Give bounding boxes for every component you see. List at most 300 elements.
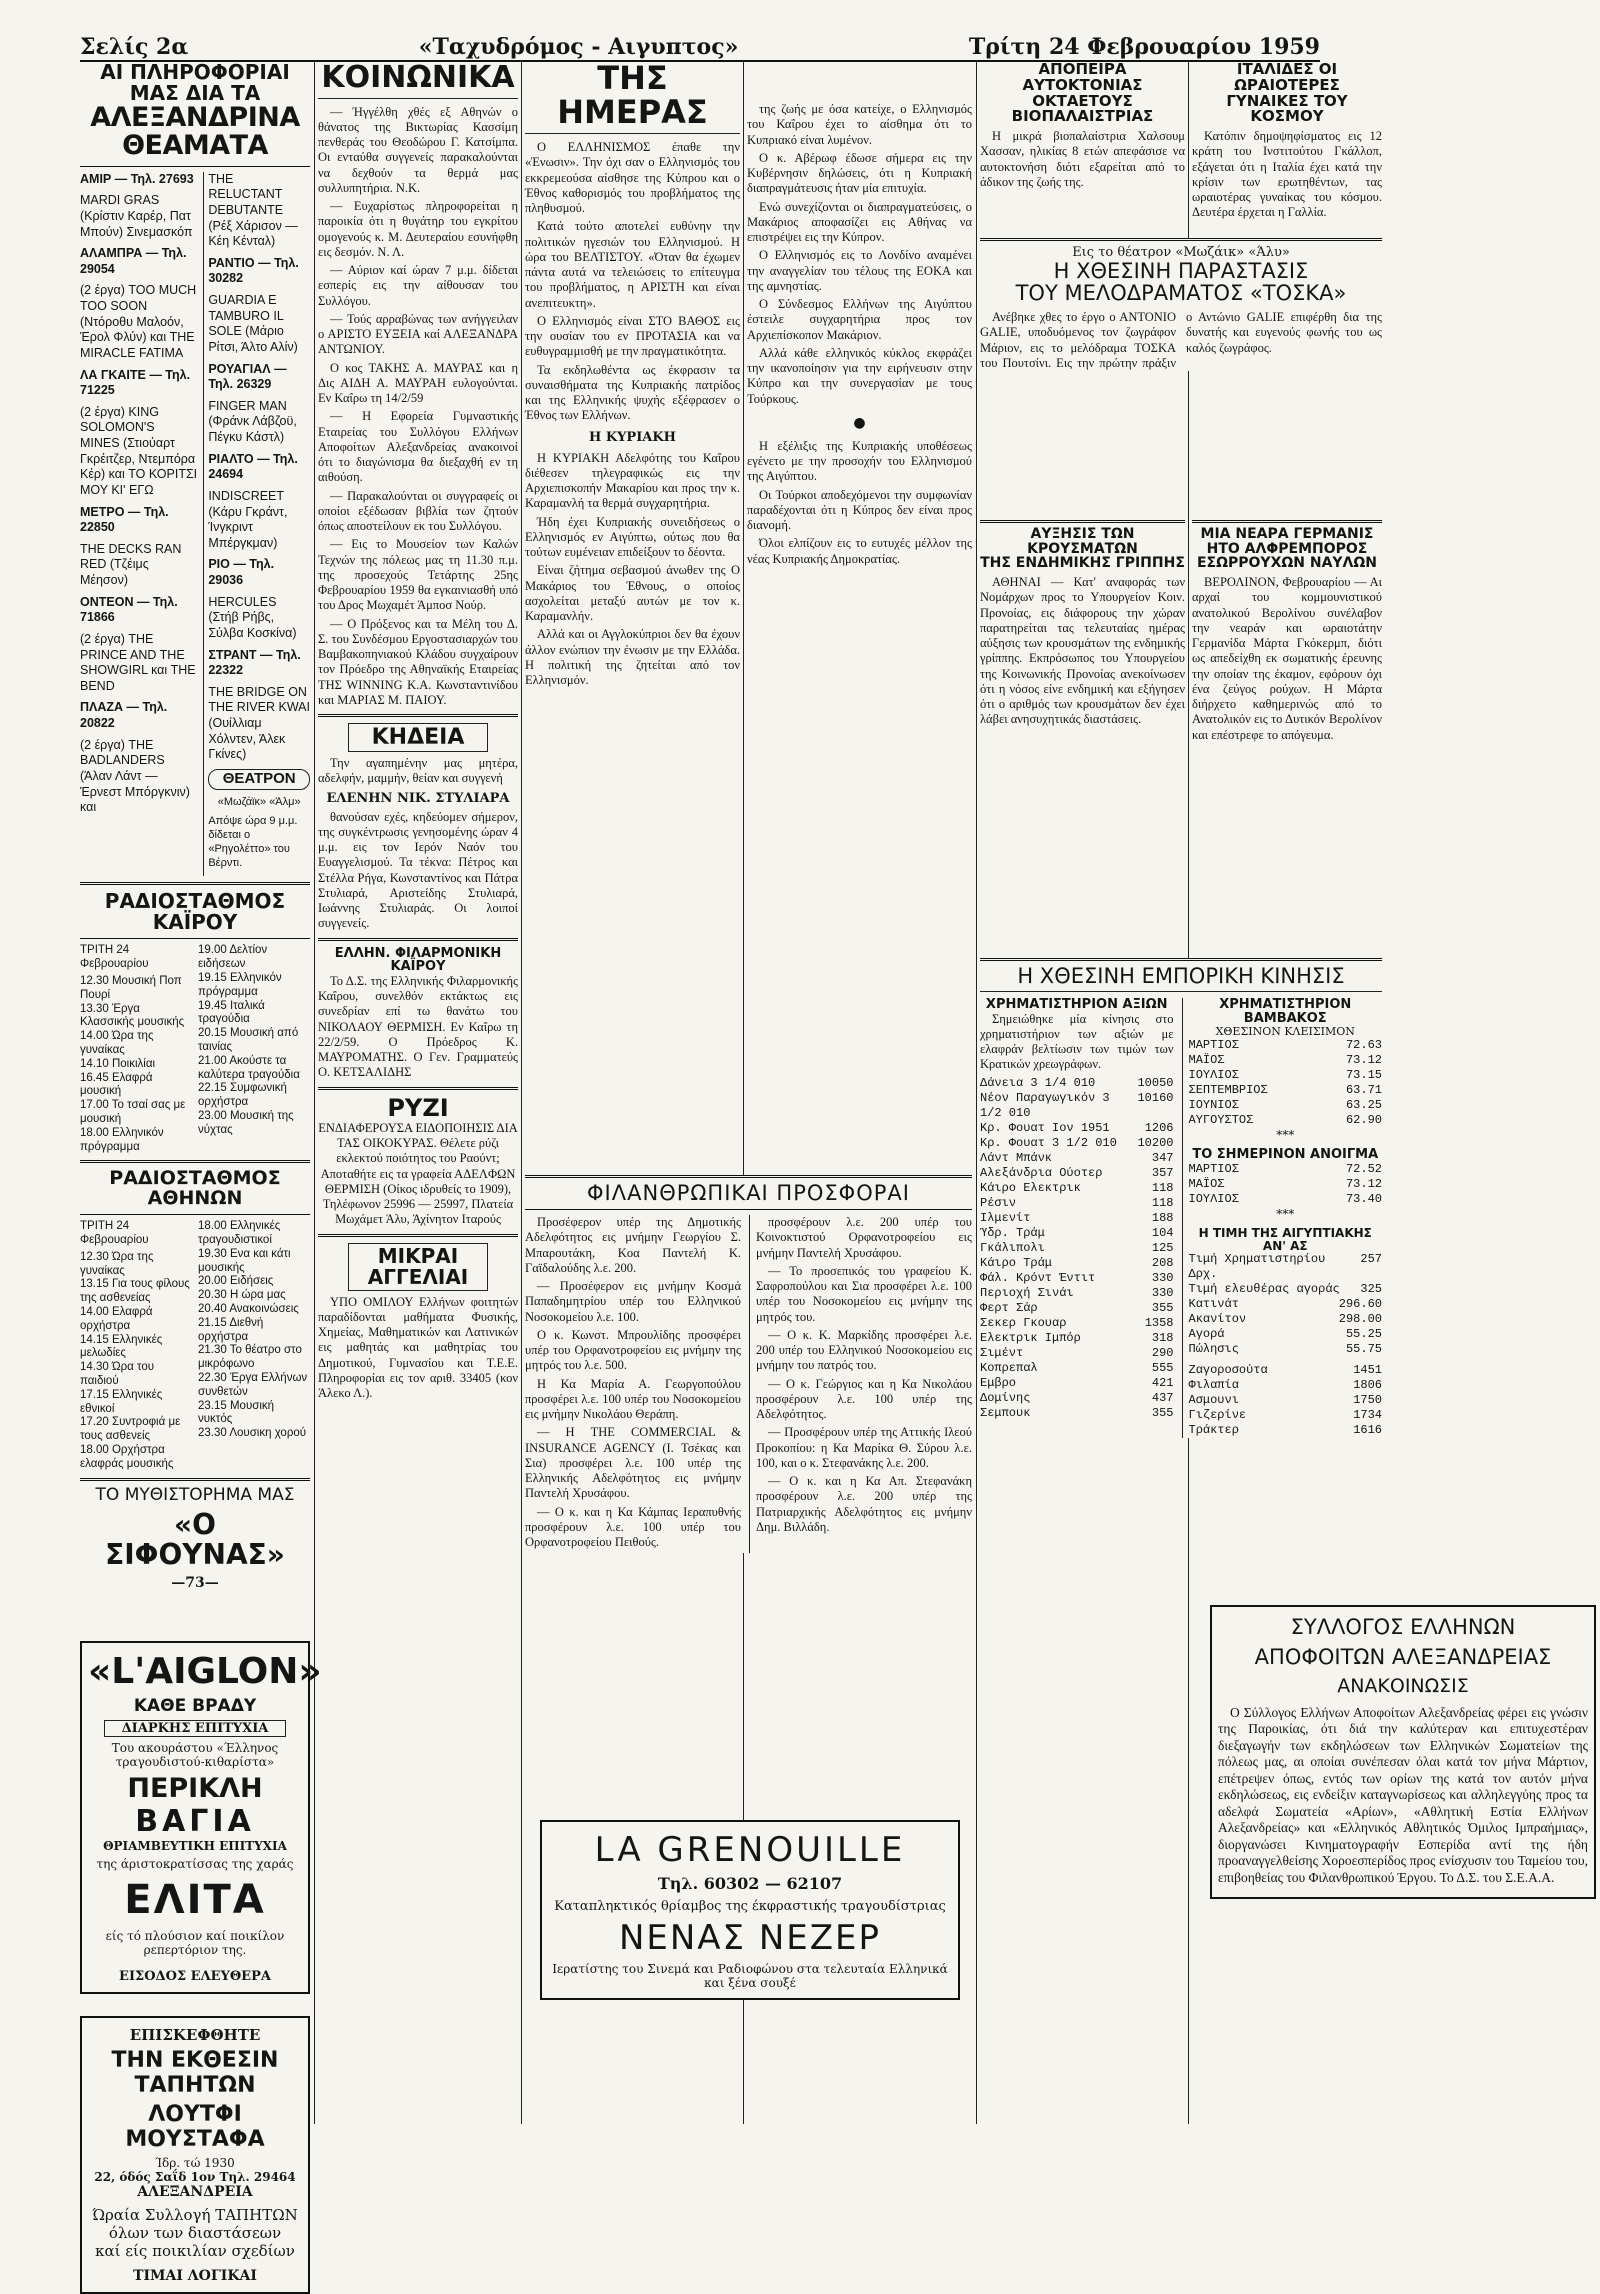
women-paragraph: Κατόπιν δημοψηφίσματος εις 12 κράτη του Ινστιτούτου Γκάλλοπ, εξάγεται ότι η Ιταλία έχει κατά την κρίσιν των ερωτηθέντων, τας ωραιοτέρας γυναίκας του κόσμου. Δευτέρα έρχεται η Γαλλία. xyxy=(1192,129,1382,220)
cinema-entry: ΡΟΥΑΓΙΑΛ — Τηλ. 26329 xyxy=(208,361,287,392)
rate-value: 1451 xyxy=(1353,1363,1382,1378)
alumni-paragraph: Ο Σύλλογος Ελλήνων Αποφοίτων Αλεξανδρείας φέρει εις γνώσιν της Παροικίας, ότι διά την καλύτεραν και επιτυχεστέραν διεξαγωγήν των εκδηλώσεων των Ελληνικών Σωματείων της πόλεως μας, αι οποίαι συνέπεσαν όλαι κατά τον μήνα Μάρτιον, επέτρεψεν όπως, εντός των ορίων της κατά τον αυτόν μήνα εκδηλώσεως, εις ενδείξιν καταγνωρίσεως και αλληλεγγύης προς τα αδελφά Σωματεία «Αρίων», «Αθλητική Εστία Ελλήνων Αλεξανδρείας» και «Ελληνικός Αθλητικός Όμιλος Ιμπραήμιας», διοργανώσει Κινηματογραφήν Εσπερίδα αντί της ήδη προαναγγελθείσης Χοροεσπερίδος προς ενίσχυσιν του Ταμείου του, επιβοηθείας του Φιλανθρωπικού Έργου. Το Δ.Σ. του Σ.Ε.Α.Α. xyxy=(1218,1705,1588,1885)
social-note: — Παρακαλούνται οι συγγραφείς οι οποίοι εξέδωσαν βιβλία των ζητούν όπως αποστείλουν εκ του Συλλόγου. xyxy=(318,488,518,533)
stock-title: ΧΡΗΜΑΤΙΣΤΗΡΙΟΝ ΑΞΙΩΝ xyxy=(985,997,1168,1013)
rate-value: 257 xyxy=(1360,1252,1382,1267)
stock-row xyxy=(980,1286,1174,1301)
radio-slot: 21.30 Το θέατρο στο μικρόφωνο xyxy=(198,1344,302,1371)
cinema-entry: FINGER MAN (Φράνκ Λάβζοϋ, Πέγκυ Κάστλ) xyxy=(208,398,297,445)
continuation-paragraph: Ο Ελληνισμός εις το Λονδίνο αναμένει την αναγγελίαν του τέλους της ΕΟΚΑ και της αμνηστίας. xyxy=(747,248,972,293)
rate-value: 421 xyxy=(1151,1375,1174,1390)
today-row xyxy=(1189,1177,1383,1192)
rice-paragraph: ΕΝΔΙΑΦΕΡΟΥΣΑ ΕΙΔΟΠΟΙΗΣΙΣ ΔΙΑ ΤΑΣ ΟΙΚΟΚΥΡΑΣ. Θέλετε ρύζι εκλεκτού ποιότητος του Ραούντ; Αποταθήτε εις τα γραφεία ΑΔΕΛΦΩΝ ΘΕΡΜΙΣΗ (Οίκος ιδρυθείς το 1909), Τηλέφωνον 25996 — 25997, Πλατεία Μωχάμετ Άλυ, Άχίνητον Ιταρούς xyxy=(318,1120,518,1227)
stock-row xyxy=(980,1361,1174,1376)
cinema-list-left xyxy=(80,172,197,877)
rate-label: Κατινάτ xyxy=(1188,1297,1239,1312)
rate-value: 1750 xyxy=(1353,1393,1382,1408)
attempt-paragraph: Η μικρά βιοπαλαίστρια Χαλσουμ Χασσαν, ηλικίας 8 ετών απεφάσισε να αυτοκτονήση διότι εξαρείται από το άδικον της ζωής της. xyxy=(980,129,1185,189)
rate-label: Δάνεια 3 1/4 010 xyxy=(980,1075,1096,1090)
egypt-row xyxy=(1189,1282,1383,1297)
flu-text xyxy=(980,575,1185,728)
stock-row xyxy=(980,1226,1174,1241)
stock-row xyxy=(980,1406,1174,1421)
tosca-text xyxy=(980,310,1382,371)
cinema-entry: HERCULES (Στήβ Ρήβς, Σύλβα Κοσκίνα) xyxy=(208,594,297,640)
aiglon-name: «L'AIGLON» xyxy=(88,1651,322,1693)
commerce-section xyxy=(980,958,1382,1438)
rate-label: Τιμή Χρηματιστηρίου Δρχ. xyxy=(1188,1252,1326,1282)
stock-row xyxy=(980,1346,1174,1361)
radio-slot: 20.40 Ανακοινώσεις xyxy=(198,1303,299,1316)
rate-value: 73.12 xyxy=(1345,1176,1382,1191)
rate-label: Τράκτερ xyxy=(1188,1423,1239,1438)
flu-paragraph: ΑΘΗΝΑΙ — Κατ' αναφοράς των Νομάρχων προς το Υπουργείον Κοιν. Προνοίας, εις διάφορους την χώραν παρατηρείται τας τελευταίας ημέρας αύξησις των κρουσμάτων της ενδημικής γρίππης. Εκπρόσωπος του Υπουργείου της Κοινωνικής Προνοίας ανεκοίνωσεν ότι η νόσος είνε ενδημική και εξήγησεν ότι ο αριθμός των κρουσμάτων δεν έχει λάβει ανησυχητικάς διαστάσεις. xyxy=(980,575,1185,727)
aiglon-line: Του ακουράστου «Έλληνος τραγουδιστού-κιθαρίστα» xyxy=(111,1741,279,1770)
stock-row xyxy=(980,1241,1174,1256)
carpet-line: ΤΗΝ ΕΚΘΕΣΙΝ ΤΑΠΗΤΩΝ xyxy=(111,2048,279,2099)
radio-slot: 22.15 Συμφωνική ορχήστρα xyxy=(198,1082,287,1109)
german-paragraph: ΒΕΡΟΛΙΝΟΝ, Φεβρουαρίου — Αι αρχαί του κομμουνιστικού ανατολικού Βερολίνου συνέλαβον την νεαράν και ωραιοτάτην Γερμανίδα Μάρτα Γκόκερμπ, διότι ως απεδείχθη εκ σωματικής έρευνης την οποίαν της έκαμον, εφόρουν όχι ένα ζεύγος ρούχων. Η Μάρτα διήρχετο καθημερινώς από το Ανατολικόν εις το Δυτικόν Βερολίνον και επέστρεφε το απόγευμα. xyxy=(1192,575,1382,742)
rate-value: 318 xyxy=(1151,1330,1174,1345)
rate-label: Σεμπουκ xyxy=(980,1405,1031,1420)
cotton-row xyxy=(1189,1098,1383,1113)
philanthropic-right xyxy=(749,1215,972,1553)
rate-label: Γιζερίνε xyxy=(1188,1408,1247,1423)
theatre-text: Απόψε ώρα 9 μ.μ. δίδεται ο «Ρηγολέττο» του Βέρντι. xyxy=(208,815,298,869)
flu-title-1: ΑΥΞΗΣΙΣ ΤΩΝ ΚΡΟΥΣΜΑΤΩΝ xyxy=(1027,526,1138,557)
tosca-paragraph: Ανέβηκε χθες το έργο ο ΑΝΤΟΝΙΟ GALIE, υποδυόμενος τον ζωγράφον Μάριον, εις το μελόδραμα ΤΟΣΚΑ του Πουτσίνι. Εις την πρώτην πράξιν ο Αντώνιο GALIE επιφέρθη δια της δυνατής και ευγενούς φωνής του ως καλός ζωγράφος. xyxy=(980,310,1382,370)
philanthropic-title: ΦΙΛΑΝΘΡΩΠΙΚΑΙ ΠΡΟΣΦΟΡΑΙ xyxy=(587,1181,910,1205)
rate-label: Σιμέντ xyxy=(980,1345,1024,1360)
editorial-article xyxy=(525,140,740,424)
funeral-text xyxy=(318,756,518,787)
grenouille-text: Καταπληκτικός θρίαμβος της έκφραστικής τραγουδίστριας xyxy=(554,1899,946,1914)
cinema-entry: ΣΤΡΑΝΤ — Τηλ. 22322 xyxy=(208,647,301,678)
rate-value: 55.75 xyxy=(1345,1342,1382,1357)
carpet-line: ΑΛΕΞΑΝΔΡΕΙΑ xyxy=(137,2184,253,2201)
rate-value: 1206 xyxy=(1144,1120,1174,1135)
radio-slot: 16.45 Ελαφρά μουσική xyxy=(80,1071,153,1098)
radio-slot: 19.15 Ελληνικόν πρόγραμμα xyxy=(198,972,282,998)
issue-date: Τρίτη 24 Φεβρουαρίου 1959 xyxy=(968,34,1320,60)
rate-label: Κρ. Φουατ 3 1/2 010 xyxy=(980,1135,1117,1150)
radio-slot: 19.30 Ενα και κάτι μουσικής xyxy=(198,1247,291,1274)
column-entertainment xyxy=(80,60,322,2285)
carpet-line: 22, όδός Σαΐδ 1ον Τηλ. 29464 xyxy=(94,2170,296,2185)
entertainment-title-line2: ΑΛΕΞΑΝΔΡΙΝΑ ΘΕΑΜΑΤΑ xyxy=(90,102,300,162)
aiglon-line: ΕΙΣΟΔΟΣ ΕΛΕΥΘΕΡΑ xyxy=(119,1969,271,1985)
entertainment-title-line1: ΑΙ ΠΛΗΡΟΦΟΡΙΑΙ ΜΑΣ ΔΙΑ ΤΑ xyxy=(100,60,290,105)
egypt-row xyxy=(1189,1342,1383,1357)
stock-row xyxy=(980,1151,1174,1166)
rate-label: Φάλ. Κρόντ Έντιτ xyxy=(980,1270,1096,1285)
stock-text xyxy=(980,1012,1174,1073)
radio-slot: 22.30 Έργα Ελλήνων συνθετών xyxy=(198,1372,308,1398)
offer-entry: Προσέφερον υπέρ της Δημοτικής Αδελφότητος εις μνήμην Γεωργίου Σ. Μπαρουτάκη, Κοα Παντελή Κ. Γαϊδαλούδης λ.ε. 200. xyxy=(525,1215,741,1275)
editorial-paragraph: Κατά τούτο αποτελεί ευθύνην την πολιτικών ηγεσιών του Ελληνισμού. Η ώρα του ΒΕΛΤΙΣΤΟΥ. «Όταν θα έχωμεν πάντα αυτά να τελειώσεις το επίτευγμα του προβλήματος, η ΑΡΙΣΤΗ και είναι ανεπιτευκτη». xyxy=(525,219,740,310)
rate-value: 63.25 xyxy=(1345,1098,1382,1113)
continuation-article-2 xyxy=(747,439,972,567)
german-text xyxy=(1192,575,1382,743)
cinema-entry: INDISCREET (Κάρυ Γκράντ, Ίνγκριντ Μπέργκμαν) xyxy=(208,488,288,550)
stock-row xyxy=(980,1331,1174,1346)
serial-number: —73— xyxy=(171,1575,219,1592)
carpet-line: όλων των διαστάσεων xyxy=(108,2224,282,2243)
cotton-varieties-table xyxy=(1189,1363,1383,1438)
rate-label: Πώλησις xyxy=(1188,1342,1239,1357)
radio-slot: 21.00 Ακούστε τα καλύτερα τραγούδια xyxy=(198,1054,300,1081)
small-ads-text xyxy=(318,1295,518,1402)
radio-slot: 18.00 Ελληνικόν πρόγραμμα xyxy=(80,1126,164,1153)
radio-slot: 23.00 Μουσική της νύχτας xyxy=(198,1110,294,1136)
egypt-row xyxy=(1189,1297,1383,1312)
rate-label: Ελεκτρικ Ιμπόρ xyxy=(980,1330,1081,1345)
women-text xyxy=(1192,129,1382,221)
rate-label: Αλεξάνδρια Ούοτερ xyxy=(980,1165,1103,1180)
radio-slot: 13.30 Έργα Κλασσικής μουσικής xyxy=(80,1002,185,1029)
rate-label: Γκάλιπολι xyxy=(980,1240,1045,1255)
continuation-paragraph: Ο κ. Αβέρωφ έδωσε σήμερα εις την Κυβέρνησιν δηλώσεις, ότι η Κυπριακή διαπραγμάτευσις ήταν μία επιτυχία. xyxy=(747,150,972,196)
column-rule xyxy=(743,62,744,2124)
social-note: — Τούς αρραβώνας των ανήγγειλαν ο ΑΡΙΣΤΟ ΕΥΞΕΙΑ καί ΑΛΕΞΑΝΔΡΑ ΑΝΤΩΝΙΟΥ. xyxy=(318,311,518,357)
cotton-row xyxy=(1189,1038,1383,1053)
stock-row xyxy=(980,1271,1174,1286)
stock-row xyxy=(980,1316,1174,1331)
rate-value: 437 xyxy=(1151,1390,1174,1405)
rate-label: Φιλαπία xyxy=(1188,1378,1239,1393)
theatre-logo: ΘΕΑΤΡΟΝ xyxy=(208,769,310,790)
radio-slot: 14.00 Ώρα της γυναίκας xyxy=(80,1030,154,1057)
philharmonic-title: ΕΛΛΗΝ. ΦΙΛΑΡΜΟΝΙΚΗ ΚΑΪΡΟΥ xyxy=(334,945,502,975)
radio-date: ΤΡΙΤΗ 24 Φεβρουαρίου xyxy=(80,1220,149,1247)
today-table xyxy=(1189,1162,1383,1207)
radio-slot: 20.00 Ειδήσεις xyxy=(198,1275,274,1288)
tosca-venue: Εις το θέατρον «Μωζάικ» «Άλυ» xyxy=(1072,245,1290,260)
cotton-variety-row xyxy=(1189,1408,1383,1423)
rate-label: Σεκερ Γκουαρ xyxy=(980,1315,1067,1330)
egypt-row xyxy=(1189,1312,1383,1327)
sunday-paragraph: Είναι ζήτημα σεβασμού άνωθεν της Ο Μακάριος του Έθνους, ο οποίος ασχολείται μεταξύ αυτών με τον κ. Καραμανλήν. xyxy=(525,563,740,624)
egypt-pound-table xyxy=(1189,1252,1383,1357)
continuation-paragraph: Η εξέλιξις της Κυπριακής υποθέσεως εγένετο με την προσοχήν του Ελληνισμού της Αιγύπτου. xyxy=(747,438,972,484)
radio-slot: 14.00 Ελαφρά ορχήστρα xyxy=(80,1306,153,1332)
offer-entry: Ο κ. Κωνστ. Μπρουλίδης προσφέρει υπέρ του Ορφανοτροφείου εις μνήμην της μητρός του λ.ε. 500. xyxy=(525,1327,741,1373)
radio-slot: 14.10 Ποικιλίαι xyxy=(80,1057,156,1070)
aiglon-line: ΠΕΡΙΚΛΗ xyxy=(127,1773,263,1805)
rate-value: 330 xyxy=(1151,1285,1174,1300)
rate-value: 118 xyxy=(1151,1180,1174,1195)
cinema-entry: THE RELUCTANT DEBUTANTE (Ρέξ Χάρισον — Κέη Κένταλ) xyxy=(208,171,298,249)
carpet-line: ΕΠΙΣΚΕΦΘΗΤΕ xyxy=(129,2026,261,2045)
cotton-row xyxy=(1189,1113,1383,1128)
alumni-title-1: ΣΥΛΛΟΓΟΣ ΕΛΛΗΝΩΝ xyxy=(1290,1615,1516,1639)
cotton-variety-row xyxy=(1189,1378,1383,1393)
rate-value: 73.40 xyxy=(1345,1191,1382,1206)
offer-entry: Η Κα Μαρία Α. Γεωργοπούλου προσφέρει λ.ε. 100 υπέρ του Νοσοκομείου εις μνήμην Νικολάου Θεράπη. xyxy=(525,1376,741,1422)
radio-slot: 19.00 Δελτίον ειδήσεων xyxy=(198,944,268,971)
aiglon-line: ΒΑΓΙΑ xyxy=(135,1804,255,1840)
cinema-entry: ΡΙΑΛΤΟ — Τηλ. 24694 xyxy=(208,451,298,482)
radio-slot: 14.30 Ώρα του παιδιού xyxy=(80,1361,155,1388)
rate-label: Ζαγοροσούτα xyxy=(1188,1363,1268,1378)
rate-label: ΣΕΠΤΕΜΒΡΙΟΣ xyxy=(1188,1083,1268,1098)
stock-row xyxy=(980,1166,1174,1181)
continuation-paragraph: Οι Τούρκοι αποδεχόμενοι την συμφωνίαν παραδέχονται ότι η Κύπρος δεν είναι προς διανομή. xyxy=(747,487,972,532)
rice-title: ΡΥΖΙ xyxy=(387,1093,449,1122)
rate-value: 72.63 xyxy=(1345,1038,1382,1053)
rate-label: ΜΑΡΤΙΟΣ xyxy=(1188,1161,1239,1176)
radio-slot: 14.15 Ελληνικές μελωδίες xyxy=(80,1333,163,1360)
alumni-title-3: ΑΝΑΚΟΙΝΩΣΙΣ xyxy=(1337,1675,1469,1697)
continuation-paragraph: Αλλά κάθε ελληνικός κύκλος εκφράζει την ικανοποίησιν για την ειρήνευσιν στην Κύπρο και την συνεργασίαν με τους Τούρκους. xyxy=(747,345,972,406)
rate-label: ΑΥΓΟΥΣΤΟΣ xyxy=(1188,1113,1254,1128)
alumni-title-2: ΑΠΟΦΟΙΤΩΝ ΑΛΕΞΑΝΔΡΕΙΑΣ xyxy=(1254,1645,1552,1669)
rate-value: 62.90 xyxy=(1345,1113,1382,1128)
rate-value: 10050 xyxy=(1137,1075,1174,1090)
editorial-paragraph: Ο ΕΛΛΗΝΙΣΜΟΣ έπαθε την «Ένωσιν». Την όχι σαν ο Ελληνισμός του εκκρεμεούσα αίσθησε της Κύπρου και ο Έθνος καθορισμός του προβλήματος της πληθυσμού. xyxy=(525,140,740,216)
offer-entry: — Η THE COMMERCIAL & INSURANCE AGENCY (Ι. Τσέκας και Σια) προσφέρει λ.ε. 100 υπέρ της Ελληνικής Αδελφότητος εις μνήμην Παντελή Χρυσάφου. xyxy=(525,1425,741,1501)
offer-entry: — Ο κ. και η Κα Απ. Στεφανάκη προσφέρουν λ.ε. 200 υπέρ της Πατριαρχικής Αδελφότητος εις μνήμην Δημ. Βιλλάδη. xyxy=(756,1474,972,1534)
sunday-paragraph: Αλλά και οι Αγγλοκύπριοι δεν θα έχουν άλλον ενώπιον την ένωσιν με την Ελλάδα. Η πολιτική της ζητείται από τον Ελληνισμόν. xyxy=(525,627,740,688)
rate-value: 355 xyxy=(1151,1300,1174,1315)
stock-paragraph: Σημειώθηκε μία κίνησις στο χρηματιστήριον των αξιών με ελαφράν βελτίωσιν των τιμών των Κρατικών χρεωγράφων. xyxy=(980,1011,1174,1072)
german-title-2: ΗΤΟ ΑΛΦΡΕΜΠΟΡΟΣ xyxy=(1206,540,1368,557)
rate-value: 118 xyxy=(1151,1195,1174,1210)
cotton-exchange: ΧΡΗΜΑΤΙΣΤΗΡΙΟΝ ΒΑΜΒΑΚΟΣ ΧΘΕΣΙΝΟΝ ΚΛΕΙΣΙΜΟΝ ΜΑΡΤΙΟΣ 72.63 ΜΑΪΟΣ 73.12 ΙΟΥΛΙΟΣ 73.15 ΣΕΠΤΕΜΒΡΙΟΣ 63.71 ΙΟΥΝΙΟΣ 63.25 ΑΥΓΟΥΣΤΟΣ 62.90 *** ΤΟ ΣΗΜΕΡΙΝΟΝ ΑΝΟΙΓΜΑ ΜΑΡΤΙΟΣ 72.52 ΜΑΪΟΣ 73.12 ΙΟΥΛΙΟΣ 73.40 *** Η ΤΙΜΗ ΤΗΣ ΑΙΓΥΠΤΙΑΚΗΣ ΑΝ' ΑΣ Τιμή Χρηματιστηρίου Δρχ. 257 Τιμή ελευθέρας αγοράς 325 Κατινάτ 296.60 Ακανίτον 298.00 Αγορά 55.25 Πώλησις 55.75 Ζαγοροσούτα 1451 Φιλαπία 1806 Ασμουνι 1750 Γιζερίνε 1734 Τράκτερ 1616 xyxy=(1182,998,1383,1438)
cinema-entry: ΠΛΑΖΑ — Τηλ. 20822 xyxy=(80,700,168,731)
sunday-heading: Η ΚΥΡΙΑΚΗ xyxy=(589,429,676,445)
cotton-variety-row xyxy=(1189,1363,1383,1378)
sunday-article xyxy=(525,451,740,689)
radio-slot: 13.15 Για τους φίλους της ασθενείας xyxy=(80,1278,190,1305)
stock-row xyxy=(980,1301,1174,1316)
cinema-entry: THE BRIDGE ON THE RIVER KWAI (Ουίλλιαμ Χόλντεν, Άλεκ Γκίνες) xyxy=(208,684,310,762)
stock-row xyxy=(980,1121,1174,1136)
german-title-3: ΕΣΩΡΡΟΥΧΩΝ ΝΑΥΛΩΝ xyxy=(1196,555,1378,572)
rice-text xyxy=(318,1121,518,1228)
paper-name: «Ταχυδρόμος - Αιγυπτος» xyxy=(418,34,739,60)
rate-label: ΜΑΪΟΣ xyxy=(1188,1053,1225,1068)
rate-value: 347 xyxy=(1151,1150,1174,1165)
radio-slot: 17.00 Το τσαί σας με μουσική xyxy=(80,1099,186,1125)
small-ads-title: ΜΙΚΡΑΙ ΑΓΓΕΛΙΑΙ xyxy=(348,1243,488,1291)
cinema-entry: ΑΜΙΡ — Τηλ. 27693 xyxy=(80,171,194,186)
column-social xyxy=(318,62,518,2124)
rate-label: Ακανίτον xyxy=(1188,1312,1247,1327)
carpet-line: καί είς ποικιλίαν σχεδίων xyxy=(95,2242,295,2261)
radio-slot: 17.20 Συντροφιά με τους ασθενείς xyxy=(80,1416,181,1443)
rate-label: ΙΟΥΛΙΟΣ xyxy=(1188,1068,1239,1083)
social-note: — Ο Πρόξενος και τα Μέλη του Δ. Σ. του Συνδέσμου Εργοστασιαρχών του Βαμβακοπηνιακού Κλάδου συγχαίρουν τον Πρόεδρο της Αθηναϊκής Εταιρείας ΤΗΣ WINNING Κ.Α. Κωνσταντινίδου και ΜΑΡΙΑΣ Μ. ΠΑΙΟΥ. xyxy=(318,616,518,707)
cinema-entry: ΜΕΤΡΟ — Τηλ. 22850 xyxy=(80,504,169,535)
german-title-1: ΜΙΑ ΝΕΑΡΑ ΓΕΡΜΑΝΙΣ xyxy=(1200,526,1374,542)
cinema-entry: (2 έργα) THE BADLANDERS (Άλαν Λάντ — Έρνεστ Μπόργκνιν) και xyxy=(80,737,190,815)
cinema-entry: ΑΛΑΜΠΡΑ — Τηλ. 29054 xyxy=(80,246,187,276)
offer-entry: προσφέρουν λ.ε. 200 υπέρ του Κοινοκτιστού Ορφανοτροφείου εις μνήμην Παντελή Χρυσάφου. xyxy=(756,1215,972,1260)
rate-value: 330 xyxy=(1151,1270,1174,1285)
social-note: Ο κος ΤΑΚΗΣ Α. ΜΑΥΡΑΣ και η Δις ΑΙΔΗ Α. ΜΑΥΡΑΗ ευλογούνται. Εν Καΐρω τη 14/2/59 xyxy=(318,360,518,405)
rate-value: 188 xyxy=(1151,1210,1174,1225)
egypt-row xyxy=(1189,1327,1383,1342)
continuation-paragraph: Ο Σύνδεσμος Ελλήνων της Αιγύπτου έστειλε συγχαρητήρια προς τον Αρχιεπίσκοπον Μακάριον. xyxy=(747,297,972,342)
rate-value: 298.00 xyxy=(1338,1312,1382,1327)
cotton-row xyxy=(1189,1053,1383,1068)
funeral-paragraph: θανούσαν εχές, κηδεύομεν σήμερον, της συγκέντρωσις γενησομένης ώραν 4 μ.μ. εις τον Ιερόν Ναόν του Ευαγγελισμού. Τα τέκνα: Πέτρος και Στέλλα Ρήγα, Κωνσταντίνος και Πάτρα Στυλιαρά, Αριστείδης Στυλιαρά, Ιωάννης Στυλιαράς. Οι λοιποί συγγενείς. xyxy=(318,809,518,931)
stock-row xyxy=(980,1091,1174,1121)
rate-label: Ασμουνι xyxy=(1188,1393,1239,1408)
egypt-pound-title: Η ΤΙΜΗ ΤΗΣ ΑΙΓΥΠΤΙΑΚΗΣ ΑΝ' ΑΣ xyxy=(1198,1225,1372,1253)
editorial-paragraph: Ο Ελληνισμός είναι ΣΤΟ ΒΑΘΟΣ εις την ουσίαν του εν ΠΡΟΤΑΣΙΑ και να ευθυγραμμισθή με την πραγματικότητα. xyxy=(525,313,740,359)
separator-dot-icon: ● xyxy=(853,414,866,431)
rate-value: 355 xyxy=(1151,1405,1174,1420)
tosca-title-2: ΤΟΥ ΜΕΛΟΔΡΑΜΑΤΟΣ «ΤΟΣΚΑ» xyxy=(1015,281,1347,306)
rate-value: 55.25 xyxy=(1345,1327,1382,1342)
grenouille-phone: Τηλ. 60302 — 62107 xyxy=(657,1874,843,1893)
rate-value: 208 xyxy=(1151,1255,1174,1270)
cinema-entry: ΟΝΤΕΟΝ — Τηλ. 71866 xyxy=(80,594,178,625)
aiglon-line: ΕΛΙΤΑ xyxy=(124,1877,266,1924)
editorial-paragraph: Τα εκδηλωθέντα ως έκφρασιν τα συναισθήματα της Κυπριακής πατρίδος και της Ελληνικής ψυχής εξέφρασεν ο Έθνος των Ελλήνων. xyxy=(525,362,740,423)
cinema-entry: GUARDIA E TAMBURO IL SOLE (Μάριο Ρίτσι, Άλτο Αλίν) xyxy=(208,293,298,354)
rate-label: Κάιρο Τράμ xyxy=(980,1255,1053,1270)
rate-value: 555 xyxy=(1151,1360,1174,1375)
attempt-text xyxy=(980,129,1185,190)
stock-row xyxy=(980,1391,1174,1406)
egypt-row xyxy=(1189,1252,1383,1282)
carpet-advertisement xyxy=(80,2016,310,2294)
cotton-row xyxy=(1189,1068,1383,1083)
radio-slot: 23.30 Λουσικη χορού xyxy=(198,1427,307,1440)
aiglon-line: ΘΡΙΑΜΒΕΥΤΙΚΗ ΕΠΙΤΥΧΙΑ xyxy=(103,1839,287,1854)
social-note: — Ήγγέλθη χθές εξ Αθηνών ο θάνατος της Βικτωρίας Κασσίμη πενθεράς του Θεοδώρου Γ. Κατσίμπα. Οι ενταύθα συγγενείς παρακαλούνται να δεχθούν τα θερμά μας συλλυπητήρια. Ν.Κ. xyxy=(318,104,518,195)
today-title: ΤΟ ΣΗΜΕΡΙΝΟΝ ΑΝΟΙΓΜΑ xyxy=(1192,1147,1379,1163)
rate-value: 296.60 xyxy=(1338,1297,1382,1312)
serial-name: «Ο ΣΙΦΟΥΝΑΣ» xyxy=(105,1508,285,1571)
radio-date: ΤΡΙΤΗ 24 Φεβρουαρίου xyxy=(80,944,149,971)
rate-value: 63.71 xyxy=(1345,1083,1382,1098)
rate-value: 290 xyxy=(1151,1345,1174,1360)
cinema-entry: (2 έργα) TOO MUCH TOO SOON (Ντόροθυ Μαλοόν, Έρολ Φλύν) και THE MIRACLE FATIMA xyxy=(80,283,197,360)
alumni-text xyxy=(1218,1705,1588,1886)
philharmonic-paragraph: Το Δ.Σ. της Ελληνικής Φιλαρμονικής Καΐρου, συνελθόν εκτάκτως εις συνεδρίαν επί τω θανάτω του ΝΙΚΟΛΑΟΥ ΘΕΡΜΙΣΗ. Εν Καΐρω τη 22/2/59. Ο Πρόεδρος Κ. ΜΑΥΡΟΜΑΤΗΣ. Ο Γεν. Γραμματεύς Ο. ΚΕΤΣΑΛΙΔΗΣ xyxy=(318,973,518,1080)
stock-row xyxy=(980,1256,1174,1271)
carpet-line: Ώραία Συλλογή ΤΑΠΗΤΩΝ xyxy=(92,2206,298,2225)
rate-label: ΙΟΥΝΙΟΣ xyxy=(1188,1098,1239,1113)
social-note: — Αύριον καί ώραν 7 μ.μ. δίδεται εσπερίς εις την αίθουσαν του Συλλόγου. xyxy=(318,263,518,308)
stock-row xyxy=(980,1196,1174,1211)
small-ad: ΥΠΟ ΟΜΙΛΟΥ Ελλήνων φοιτητών παραδίδονται μαθήματα Φυσικής, Χημείας, Μαθηματικών και Λατινικών εις μαθητάς και μαθητρίας του Δημοτικού, Γυμνασίου και Τ.Ε.Ε. Πληροφορίαι εις τον αριθ. 33405 (κον Άλεκο Λ.). xyxy=(318,1294,518,1401)
rate-label: ΜΑΡΤΙΟΣ xyxy=(1188,1038,1239,1053)
rate-value: 104 xyxy=(1151,1225,1174,1240)
athens-radio-title: ΡΑΔΙΟΣΤΑΘΜΟΣ ΑΘΗΝΩΝ xyxy=(109,1167,281,1210)
funeral-name: ΕΛΕΝΗΝ ΝΙΚ. ΣΤΥΛΙΑΡΑ xyxy=(326,790,510,806)
rate-label: Περιοχή Σινάι xyxy=(980,1285,1074,1300)
rate-label: Κάιρο Ελεκτρικ xyxy=(980,1180,1081,1195)
column-rule xyxy=(976,62,977,2124)
page-number: Σελίς 2α xyxy=(80,34,189,60)
rate-value: 357 xyxy=(1151,1165,1174,1180)
rate-label: Δομίνης xyxy=(980,1390,1031,1405)
stock-row xyxy=(980,1181,1174,1196)
rate-value: 325 xyxy=(1360,1282,1382,1297)
radio-slot: 20.30 Η ώρα μας xyxy=(198,1289,286,1302)
cinema-entry: ΡΑΝΤΙΟ — Τηλ. 30282 xyxy=(208,255,299,286)
rate-label: Λάντ Μπάνκ xyxy=(980,1150,1053,1165)
continuation-paragraph: Όλοι ελπίζουν εις το ευτυχές μέλλον της νέας Κυπριακής Δημοκρατίας. xyxy=(747,536,972,566)
rate-label: Νέον Παραγωγικόν 3 1/2 010 xyxy=(980,1090,1110,1120)
cinema-entry: THE DECKS RAN RED (Τζέιμς Μέησον) xyxy=(80,541,182,588)
cotton-subtitle: ΧΘΕΣΙΝΟΝ ΚΛΕΙΣΙΜΟΝ xyxy=(1215,1025,1355,1039)
stock-exchange xyxy=(980,998,1174,1438)
aiglon-line: ΚΑΘΕ ΒΡΑΔΥ xyxy=(133,1696,257,1717)
social-note: — Ευχαρίστως πληροφορείται η παροικία ότι η θυγάτηρ του εγκρίτου ομογενούς κ. Μ. Δευτεραίου εσυνήφθη εις δεσμόν. Ν. Λ. xyxy=(318,199,518,259)
cotton-title: ΧΡΗΜΑΤΙΣΤΗΡΙΟΝ ΒΑΜΒΑΚΟΣ xyxy=(1219,997,1352,1026)
rate-label: ΜΑΪΟΣ xyxy=(1188,1176,1225,1191)
stock-row xyxy=(980,1136,1174,1151)
cotton-row xyxy=(1189,1083,1383,1098)
rate-value: 1806 xyxy=(1353,1378,1382,1393)
cotton-table xyxy=(1189,1038,1383,1128)
carpet-line: ΛΟΥΤΦΙ ΜΟΥΣΤΑΦΑ xyxy=(125,2102,265,2153)
column-of-the-day xyxy=(525,59,740,2124)
grenouille-name: LA GRENOUILLE xyxy=(594,1830,906,1870)
serial-section-title: ΤΟ ΜΥΘΙΣΤΟΡΗΜΑ ΜΑΣ xyxy=(95,1484,295,1505)
cairo-radio-title: ΡΑΔΙΟΣΤΑΘΜΟΣ ΚΑΪΡΟΥ xyxy=(104,889,286,935)
funeral-details xyxy=(318,810,518,932)
tosca-review xyxy=(980,238,1382,371)
funeral-paragraph: Την αγαπημένην μας μητέρα, αδελφήν, μαμμήν, θείαν και συγγενή xyxy=(318,756,518,786)
rate-label: Αγορά xyxy=(1188,1327,1225,1342)
rate-label: Κοπρεπαλ xyxy=(980,1360,1038,1375)
aiglon-line: ΔΙΑΡΚΗΣ ΕΠΙΤΥΧΙΑ xyxy=(104,1720,286,1737)
social-note: — Η Εφορεία Γυμναστικής Εταιρείας του Συλλόγου Ελλήνων Αποφοίτων Αλεξανδρείας ανακοινοί ότι το διαγώνισμα θα διεξαχθή εν τη αιθούση. xyxy=(318,409,518,485)
radio-slot: 18.00 Ελληνικές τραγουδιστικοί xyxy=(198,1220,281,1247)
offer-entry: — Το προσεπικός του γραφείου Κ. Σαφροπούλου και Σια προσφέρει λ.ε. 100 υπέρ του Νοσοκομείου εις μνήμην της μητρός του. xyxy=(756,1263,972,1324)
rate-label: Εμβρο xyxy=(980,1375,1017,1390)
aiglon-line: της άριστοκρατίσσας της χαράς xyxy=(96,1857,294,1872)
rate-value: 1358 xyxy=(1144,1315,1174,1330)
rate-label: Τιμή ελευθέρας αγοράς xyxy=(1188,1282,1340,1297)
cotton-variety-row xyxy=(1189,1393,1383,1408)
offer-entry: — Προσφέρουν υπέρ της Αττικής Ιλεού Προκοπίου: η Κα Μαρίκα Θ. Σύρου λ.ε. 100, και ο κ. Στεφανάκης λ.ε. 200. xyxy=(756,1425,972,1470)
rate-value: 73.15 xyxy=(1345,1068,1382,1083)
today-row xyxy=(1189,1192,1383,1207)
page-header xyxy=(80,30,1320,62)
offer-entry: — Ο κ. Γεώργιος και η Κα Νικολάου προσφέρουν λ.ε. 100 υπέρ της Αδελφότητος. xyxy=(756,1376,972,1422)
stock-row xyxy=(980,1076,1174,1091)
rate-label: Φερτ Σάρ xyxy=(980,1300,1038,1315)
column-rule xyxy=(521,62,522,2124)
social-note: — Εις το Μουσείον των Καλών Τεχνών της πόλεως μας τη 11.30 π.μ. της προσεχούς Τετάρτης 25ης Φεβρουαρίου 1959 θα εγκαινιασθή υπό του Δρος Μωχαμέτ Άμποσ Νούρ. xyxy=(318,537,518,613)
rate-value: 72.52 xyxy=(1345,1161,1382,1176)
cairo-radio-schedule xyxy=(80,944,310,1154)
philanthropic-left xyxy=(525,1215,741,1553)
aiglon-line: είς τό πλούσιον καί ποικίλον ρεπερτόριον της. xyxy=(105,1929,285,1958)
of-the-day-title: ΤΗΣ ΗΜΕΡΑΣ xyxy=(525,62,740,134)
rate-label: Κρ. Φουατ Ιον 1951 xyxy=(980,1120,1110,1135)
continuation-paragraph: Ενώ συνεχίζονται οι διαπραγματεύσεις, ο Μακάριος αποφασίζει εις Αθήνας να επιστρέψει εις την Κύπρον. xyxy=(747,199,972,244)
rate-label: Ύδρ. Τράμ xyxy=(980,1225,1045,1240)
cotton-variety-row xyxy=(1189,1423,1383,1438)
radio-slot: 21.15 Διεθνή ορχήστρα xyxy=(198,1316,264,1343)
rate-value: 73.12 xyxy=(1345,1053,1382,1068)
tosca-title-1: Η ΧΘΕΣΙΝΗ ΠΑΡΑΣΤΑΣΙΣ xyxy=(1053,259,1309,283)
flu-title-2: ΤΗΣ ΕΝΔΗΜΙΚΗΣ ΓΡΙΠΠΗΣ xyxy=(980,555,1185,572)
column-rule xyxy=(314,62,315,2124)
women-title: ΙΤΑΛΙΔΕΣ ΟΙ ΩΡΑΙΟΤΕΡΕΣ ΓΥΝΑΙΚΕΣ ΤΟΥ ΚΟΣΜΟΥ xyxy=(1226,60,1348,126)
german-article xyxy=(1192,520,1382,746)
rate-label: ΙΟΥΛΙΟΣ xyxy=(1188,1191,1239,1206)
